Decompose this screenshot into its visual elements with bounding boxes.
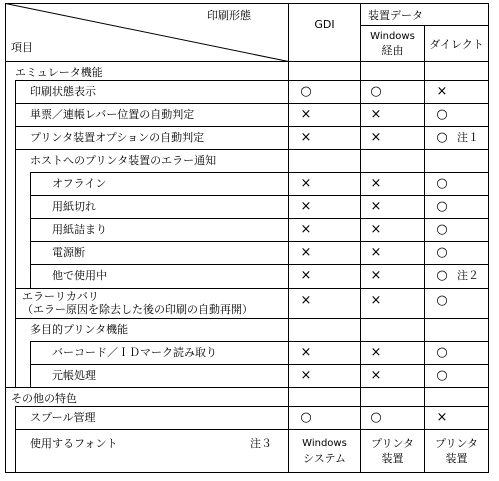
rule-row bbox=[30, 195, 489, 196]
mark-gdi: × bbox=[300, 222, 312, 237]
mark-dir: ○ bbox=[436, 345, 448, 360]
row-label: 印刷状態表示 bbox=[30, 85, 96, 98]
header-gdi: GDI bbox=[314, 18, 335, 31]
mark-dir: ○ bbox=[436, 130, 448, 145]
rule-row bbox=[30, 241, 489, 242]
mark-dir: ○ bbox=[436, 293, 448, 308]
mark-win: × bbox=[370, 293, 382, 308]
header-device-data: 装置データ bbox=[368, 9, 423, 22]
rule-row bbox=[30, 172, 489, 173]
rule-bottom bbox=[5, 472, 489, 473]
comparison-table bbox=[5, 3, 489, 473]
mark-dir: × bbox=[436, 84, 448, 99]
row-label: 使用するフォント bbox=[30, 437, 118, 450]
mark-win: × bbox=[370, 245, 382, 260]
mark-dir: × bbox=[436, 410, 448, 425]
rule-indent-1 bbox=[15, 406, 16, 472]
mark-gdi: × bbox=[300, 199, 312, 214]
rule-row bbox=[15, 149, 489, 150]
row-label: 用紙切れ bbox=[52, 200, 96, 213]
rule-col-win bbox=[360, 3, 361, 473]
row-label: ホストへのプリンタ装置のエラー通知 bbox=[30, 154, 217, 167]
row-label: 単票／連帳レバー位置の自動判定 bbox=[30, 108, 195, 121]
mark-gdi: ○ bbox=[300, 410, 312, 425]
row-label: 元帳処理 bbox=[52, 369, 96, 382]
font-gdi-2: システム bbox=[303, 452, 346, 465]
row-label: オフライン bbox=[52, 177, 107, 190]
row-label: バーコード／ＩＤマーク読み取り bbox=[52, 346, 217, 359]
rule-indent-1 bbox=[15, 80, 16, 387]
mark-dir: ○ bbox=[436, 199, 448, 214]
font-dir-1: プリンタ bbox=[434, 437, 479, 450]
row-label: プリンタ装置オプションの自動判定 bbox=[30, 131, 205, 144]
mark-win: × bbox=[370, 368, 382, 383]
row-note: 注２ bbox=[457, 269, 479, 282]
row-label: スプール管理 bbox=[30, 411, 96, 424]
mark-win: × bbox=[370, 268, 382, 283]
mark-win: × bbox=[370, 176, 382, 191]
mark-win: × bbox=[370, 107, 382, 122]
rule-row bbox=[30, 218, 489, 219]
row-note: 注１ bbox=[457, 131, 479, 144]
section-other: その他の特色 bbox=[11, 392, 77, 405]
mark-win: ○ bbox=[370, 410, 382, 425]
row-label: 多目的プリンタ機能 bbox=[30, 323, 129, 336]
row-label: 他で使用中 bbox=[52, 269, 107, 282]
mark-win: × bbox=[370, 345, 382, 360]
mark-dir: ○ bbox=[436, 368, 448, 383]
mark-gdi: × bbox=[300, 130, 312, 145]
mark-dir: ○ bbox=[436, 176, 448, 191]
mark-dir: ○ bbox=[436, 107, 448, 122]
font-gdi-1: Windows bbox=[302, 438, 347, 449]
mark-gdi: × bbox=[300, 345, 312, 360]
rule-row bbox=[15, 318, 489, 319]
section-emulator: エミュレータ機能 bbox=[15, 66, 103, 79]
mark-gdi: × bbox=[300, 268, 312, 283]
rule-row bbox=[30, 341, 489, 342]
rule-row bbox=[15, 126, 489, 127]
mark-gdi: × bbox=[300, 293, 312, 308]
mark-dir: ○ bbox=[436, 222, 448, 237]
rule-row bbox=[30, 264, 489, 265]
rule-section-other bbox=[5, 387, 489, 388]
mark-win: × bbox=[370, 199, 382, 214]
font-win-2: 装置 bbox=[381, 452, 404, 465]
rule-row bbox=[15, 406, 489, 407]
row-label: 電源断 bbox=[52, 246, 85, 259]
rule-section-emulator bbox=[15, 80, 489, 81]
rule-right bbox=[488, 3, 489, 473]
mark-win: × bbox=[370, 130, 382, 145]
rule-row bbox=[30, 364, 489, 365]
rule-row bbox=[15, 288, 489, 289]
font-dir-2: 装置 bbox=[445, 452, 468, 465]
font-win-1: プリンタ bbox=[370, 437, 415, 450]
rule-indent-2 bbox=[30, 341, 31, 387]
mark-dir: ○ bbox=[436, 245, 448, 260]
rule-indent-2 bbox=[30, 172, 31, 288]
mark-win: × bbox=[370, 222, 382, 237]
rule-left bbox=[5, 3, 6, 473]
header-via-windows-1: Windows bbox=[370, 31, 415, 42]
row-note: 注３ bbox=[250, 437, 272, 450]
header-direct: ダイレクト bbox=[429, 38, 484, 51]
row-label: 用紙詰まり bbox=[52, 223, 107, 236]
header-form-label: 印刷形態 bbox=[207, 9, 251, 22]
rule-row bbox=[15, 429, 489, 430]
mark-gdi: × bbox=[300, 107, 312, 122]
row-label-sub: （エラー原因を除去した後の印刷の自動再開） bbox=[22, 303, 253, 316]
mark-dir: ○ bbox=[436, 268, 448, 283]
header-via-windows-2: 経由 bbox=[381, 44, 404, 57]
mark-gdi: × bbox=[300, 176, 312, 191]
row-label: エラーリカバリ bbox=[22, 290, 99, 303]
header-item-label: 項目 bbox=[11, 41, 33, 54]
rule-col-gdi bbox=[288, 3, 289, 473]
mark-gdi: × bbox=[300, 368, 312, 383]
mark-gdi: ○ bbox=[300, 84, 312, 99]
mark-gdi: × bbox=[300, 245, 312, 260]
mark-win: ○ bbox=[370, 84, 382, 99]
rule-row bbox=[15, 103, 489, 104]
